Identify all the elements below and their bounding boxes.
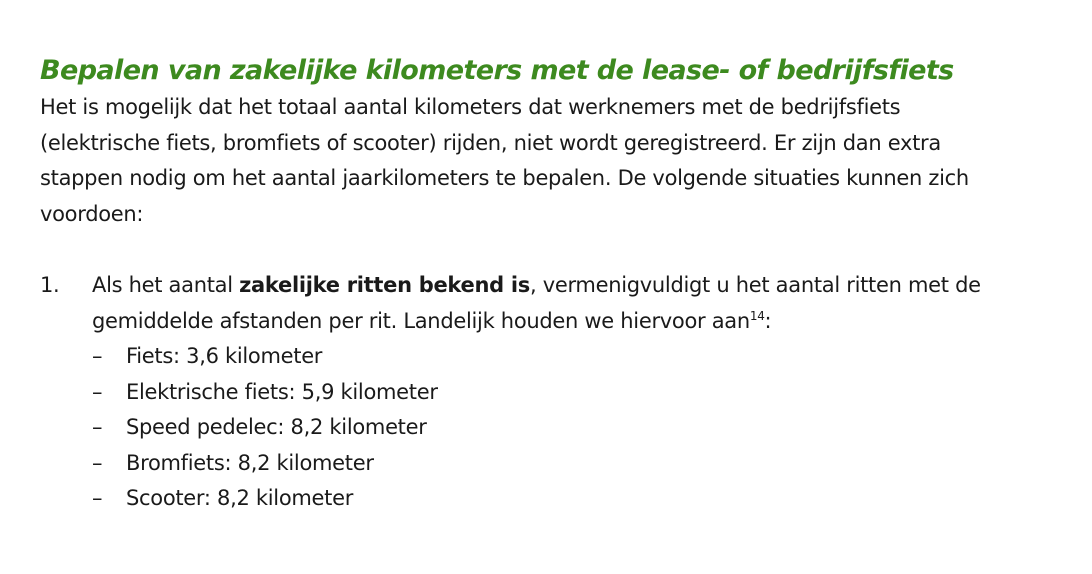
distance-list-item bbox=[92, 375, 1070, 411]
distance-list-item bbox=[92, 446, 1070, 482]
dash-bullet: – bbox=[92, 344, 103, 368]
document-page bbox=[40, 52, 1070, 517]
list-item-line bbox=[92, 304, 1070, 340]
intro-line: (elektrische fiets, bromfiets of scooter) rijden, niet wordt geregistreerd. Er zijn dan extra bbox=[40, 130, 941, 155]
distance-text: Elektrische fiets: 5,9 kilometer bbox=[126, 379, 438, 404]
numbered-list-item bbox=[40, 268, 1070, 517]
distance-text: Fiets: 3,6 kilometer bbox=[126, 344, 323, 368]
distance-text: Bromfiets: 8,2 kilometer bbox=[126, 450, 374, 475]
list-item-text bbox=[92, 268, 1070, 339]
distance-text: Speed pedelec: 8,2 kilometer bbox=[126, 415, 427, 439]
footnote-reference: 14 bbox=[749, 308, 765, 323]
emphasized-text: zakelijke ritten bekend is bbox=[239, 273, 530, 297]
distance-text: Scooter: 8,2 kilometer bbox=[126, 486, 354, 510]
dash-bullet: – bbox=[92, 415, 103, 439]
distance-list bbox=[92, 339, 1070, 517]
paragraph-spacer bbox=[40, 232, 1070, 268]
text-run: , vermenigvuldigt u het aantal ritten met de bbox=[529, 273, 981, 297]
intro-paragraph bbox=[40, 90, 1070, 232]
distance-list-item bbox=[92, 481, 1070, 517]
dash-bullet: – bbox=[92, 486, 103, 510]
intro-line: voordoen: bbox=[40, 201, 144, 226]
dash-bullet: – bbox=[92, 450, 103, 475]
text-run: : bbox=[764, 308, 772, 333]
text-run: Als het aantal bbox=[92, 273, 240, 297]
intro-line: Het is mogelijk dat het totaal aantal kilometers dat werknemers met de bedrijfsfiets bbox=[40, 95, 901, 119]
text-run: gemiddelde afstanden per rit. Landelijk houden we hiervoor aan bbox=[92, 308, 750, 333]
section-heading: Bepalen van zakelijke kilometers met de lease- of bedrijfsfiets bbox=[40, 55, 954, 86]
list-item-line bbox=[92, 268, 1070, 304]
list-number: 1. bbox=[40, 273, 60, 297]
dash-bullet: – bbox=[92, 379, 103, 404]
distance-list-item bbox=[92, 339, 1070, 375]
intro-line: stappen nodig om het aantal jaarkilometers te bepalen. De volgende situaties kunnen zich bbox=[40, 166, 969, 190]
distance-list-item bbox=[92, 410, 1070, 446]
